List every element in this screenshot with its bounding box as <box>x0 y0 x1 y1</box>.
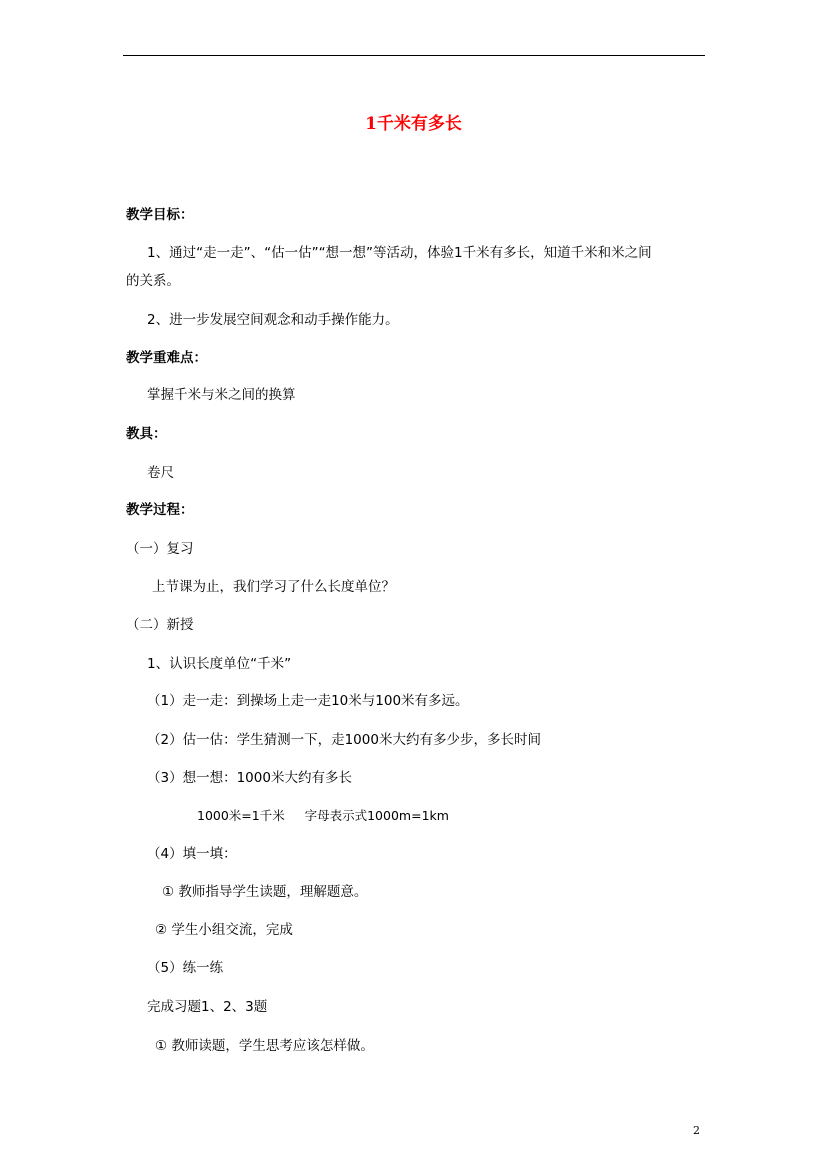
subsection-review: （一）复习 <box>126 541 194 557</box>
activity-think: （3）想一想：1000米大约有多长 <box>147 770 352 786</box>
objective-1-line-1: 1、通过“走一走”、“估一估”“想一想”等活动，体验1千米有多长，知道千米和米之间 <box>147 245 652 261</box>
subsection-new-lesson: （二）新授 <box>126 617 194 633</box>
objective-2: 2、进一步发展空间观念和动手操作能力。 <box>147 312 399 328</box>
practice-step-1: ① 教师读题，学生思考应该怎样做。 <box>155 1038 374 1054</box>
review-question: 上节课为止，我们学习了什么长度单位？ <box>152 579 395 595</box>
activity-estimate: （2）估一估：学生猜测一下，走1000米大约有多少步，多长时间 <box>147 732 541 748</box>
fill-step-1: ① 教师指导学生读题，理解题意。 <box>162 884 368 900</box>
page-number: 2 <box>693 1124 700 1137</box>
document-title: 1千米有多长 <box>365 114 462 134</box>
key-points-text: 掌握千米与米之间的换算 <box>147 387 296 403</box>
activity-walk: （1）走一走：到操场上走一走10米与100米有多远。 <box>147 693 469 709</box>
fill-step-2: ② 学生小组交流，完成 <box>155 922 293 938</box>
objective-1-line-2: 的关系。 <box>126 273 180 289</box>
section-heading-process: 教学过程： <box>126 502 194 518</box>
activity-fill: （4）填一填： <box>147 846 237 862</box>
conversion-formula: 1000米=1千米 字母表示式1000m=1km <box>197 808 449 823</box>
new-lesson-item-1: 1、认识长度单位“千米” <box>147 656 292 672</box>
section-heading-teaching-aids: 教具： <box>126 426 167 442</box>
practice-exercises: 完成习题1、2、3题 <box>147 999 268 1015</box>
activity-practice: （5）练一练 <box>147 960 224 976</box>
section-heading-objectives: 教学目标： <box>126 207 194 223</box>
teaching-aids-text: 卷尺 <box>147 465 174 481</box>
section-heading-key-points: 教学重难点： <box>126 350 207 366</box>
header-rule <box>123 55 705 56</box>
